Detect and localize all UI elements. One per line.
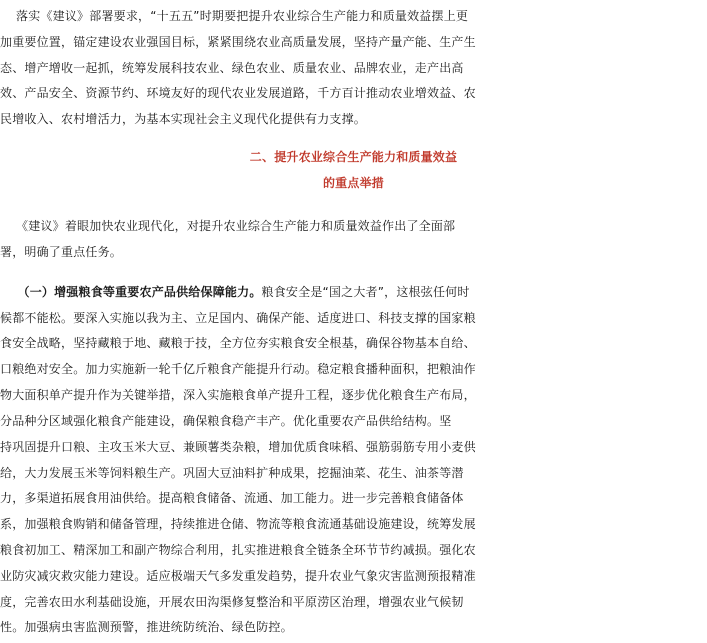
paragraph-3-line-2: 候都不能松。要深入实施以我为主、立足国内、确保产能、适度进口、科技支撑的国家粮 <box>0 310 476 325</box>
section-heading-line-1: 二、提升农业综合生产能力和质量效益 <box>249 149 458 164</box>
paragraph-3-line-8: 给，大力发展玉米等饲料粮生产。巩固大豆油料扩种成果，挖掘油菜、花生、油茶等潜 <box>0 465 464 480</box>
paragraph-3-line-5: 物大面积单产提升作为关键举措，深入实施粮食单产提升工程，逐步优化粮食生产布局， <box>0 388 476 402</box>
paragraph-3-line-6: 分品种分区域强化粮食产能建设，确保粮食稳产丰产。优化重要农产品供给结构。坚 <box>0 413 452 428</box>
paragraph-3-line-13: 度，完善农田水利基础设施，开展农田沟渠修复整治和平原涝区治理，增强农业气候韧 <box>0 594 464 609</box>
section-heading-line-2: 的重点举措 <box>322 175 384 190</box>
paragraph-3-line-14: 性。加强病虫害监测预警，推进统防统治、绿色防控。 <box>0 620 293 635</box>
paragraph-3-lead: （一）增强粮食等重要农产品供给保障能力。 <box>0 284 262 299</box>
paragraph-1-line-5: 民增收入、农村增活力，为基本实现社会主义现代化提供有力支撑。 <box>0 112 367 127</box>
paragraph-3-line-1 <box>0 278 707 306</box>
paragraph-1-line-3: 态、增产增收一起抓，统筹发展科技农业、绿色农业、质量农业、品牌农业，走产出高 <box>0 60 464 75</box>
paragraph-3-line-3: 食安全战略，坚持藏粮于地、藏粮于技，全方位夯实粮食安全根基，确保谷物基本自给、 <box>0 336 476 351</box>
paragraph-3-line-10: 系，加强粮食购销和储备管理，持续推进仓储、物流等粮食流通基础设施建设，统筹发展 <box>0 517 476 532</box>
paragraph-1-line-4: 效、产品安全、资源节约、环境友好的现代农业发展道路，千方百计推动农业增效益、农 <box>0 86 476 101</box>
paragraph-2-line-1: 《建议》着眼加快农业现代化，对提升农业综合生产能力和质量效益作出了全面部 <box>0 219 456 234</box>
paragraph-3-line-4: 口粮绝对安全。加力实施新一轮千亿斤粮食产能提升行动。稳定粮食播种面积，把粮油作 <box>0 362 476 377</box>
paragraph-2-line-2: 署，明确了重点任务。 <box>0 245 123 260</box>
paragraph-3-line-11: 粮食初加工、精深加工和副产物综合利用，扎实推进粮食全链条全环节节约减损。强化农 <box>0 542 476 557</box>
paragraph-3-line-9: 力，多渠道拓展食用油供给。提高粮食储备、流通、加工能力。进一步完善粮食储备体 <box>0 491 464 506</box>
paragraph-1-line-2: 加重要位置，锚定建设农业强国目标，紧紧围绕农业高质量发展，坚持产量产能、生产生 <box>0 34 476 49</box>
paragraph-3-first-rest: 粮食安全是“国之大者”，这根弦任何时 <box>261 284 470 299</box>
paragraph-1-line-1: 落实《建议》部署要求，“十五五”时期要把提升农业综合生产能力和质量效益摆上更 <box>0 9 469 23</box>
paragraph-3-line-12: 业防灾减灾救灾能力建设。适应极端天气多发重发趋势，提升农业气象灾害监测预报精准 <box>0 568 476 583</box>
paragraph-3-line-7: 持巩固提升口粮、主攻玉米大豆、兼顾薯类杂粮，增加优质食味稻、强筋弱筋专用小麦供 <box>0 439 476 454</box>
